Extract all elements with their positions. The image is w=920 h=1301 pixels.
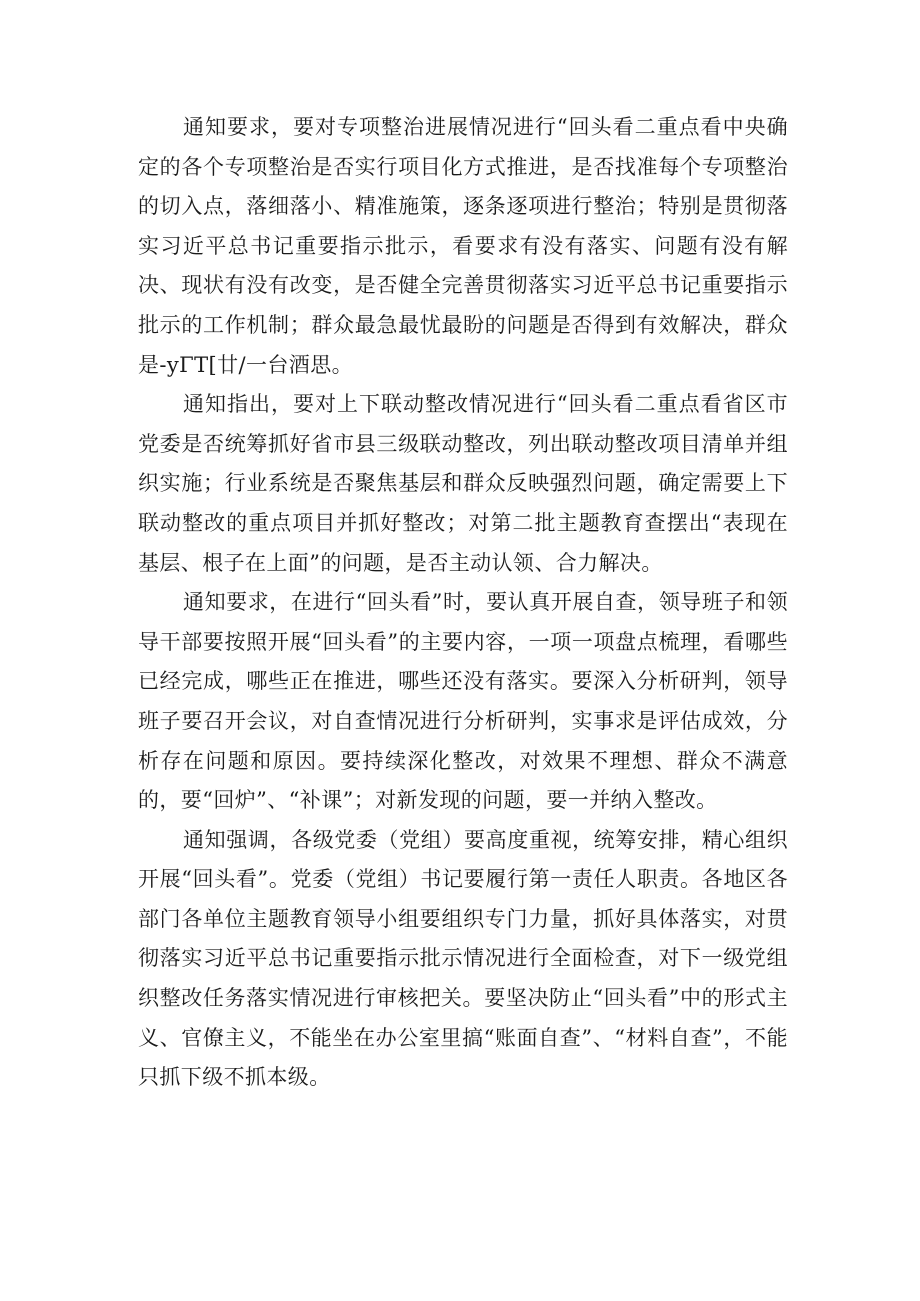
paragraph-1: 通知要求，要对专项整治进展情况进行“回头看二重点看中央确定的各个专项整治是否实行项目化方式推进，是否找准每个专项整治的切入点，落细落小、精准施策，逐条逐项进行整治；特别是贯彻落实习近平总书记重要指示批示，看要求有没有落实、问题有没有解决、现状有没有改变，是否健全完善贯彻落实习近平总书记重要指示批示的工作机制；群众最急最忧最盼的问题是否得到有效解决，群众是-yΓT[廿/一台酒思。 <box>138 115 788 377</box>
paragraph-3: 通知要求，在进行“回头看”时，要认真开展自查，领导班子和领导干部要按照开展“回头看”的主要内容，一项一项盘点梳理，看哪些已经完成，哪些正在推进，哪些还没有落实。要深入分析研判，领导班子要召开会议，对自查情况进行分析研判，实事求是评估成效，分析存在问题和原因。要持续深化整改，对效果不理想、群众不满意的，要“回炉”、“补课”；对新发现的问题，要一并纳入整改。 <box>138 590 788 813</box>
paragraph-2: 通知指出，要对上下联动整改情况进行“回头看二重点看省区市党委是否统筹抓好省市县三级联动整改，列出联动整改项目清单并组织实施；行业系统是否聚焦基层和群众反映强烈问题，确定需要上下联动整改的重点项目并抓好整改；对第二批主题教育查摆出“表现在基层、根子在上面”的问题，是否主动认领、合力解决。 <box>138 392 788 575</box>
paragraph-4: 通知强调，各级党委（党组）要高度重视，统筹安排，精心组织开展“回头看”。党委（党组）书记要履行第一责任人职责。各地区各部门各单位主题教育领导小组要组织专门力量，抓好具体落实，对贯彻落实习近平总书记重要指示批示情况进行全面检查，对下一级党组织整改任务落实情况进行审核把关。要坚决防止“回头看”中的形式主义、官僚主义，不能坐在办公室里搞“账面自查”、“材料自查”，不能只抓下级不抓本级。 <box>138 827 788 1090</box>
document-body <box>138 108 788 1098</box>
